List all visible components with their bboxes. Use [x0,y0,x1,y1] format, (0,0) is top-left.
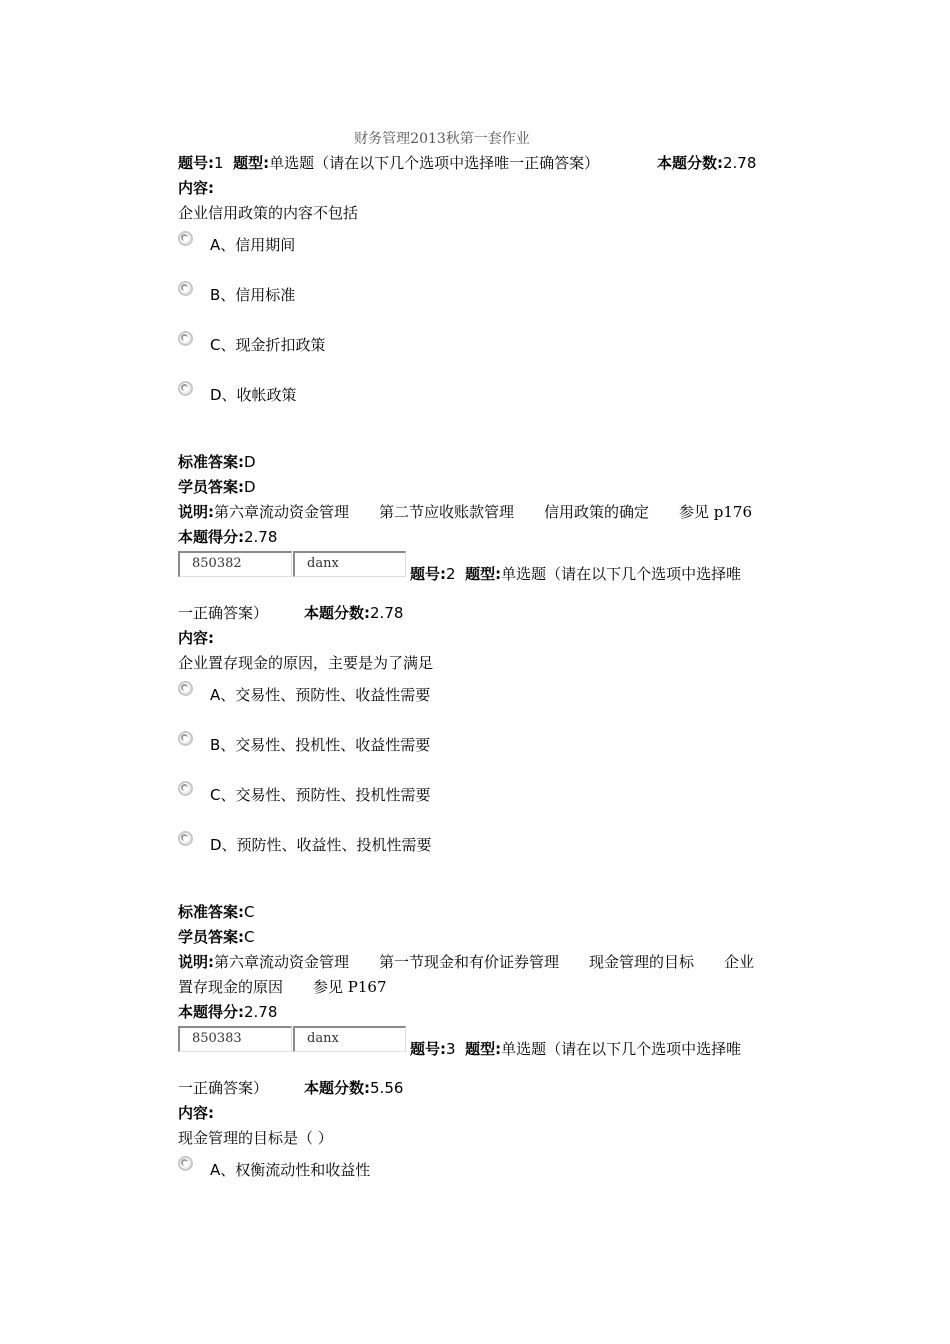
q2-option-a: A、交易性、预防性、收益性需要 [210,686,431,704]
document-title: 财务管理2013秋第一套作业 [354,131,530,147]
q2-option-d: D、预防性、收益性、投机性需要 [210,836,432,854]
q1-option-b-radio[interactable] [178,281,193,296]
q2-std-answer: 标准答案:C [178,903,255,921]
q1-option-a-radio[interactable] [178,231,193,246]
q1-stu-answer: 学员答案:D [178,478,256,496]
q1-type: 单选题（请在以下几个选项中选择唯一正确答案） [269,154,600,172]
q1-text: 企业信用政策的内容不包括 [178,204,359,222]
q2-option-a-radio[interactable] [178,681,193,696]
q2-option-d-radio[interactable] [178,831,193,846]
q1-option-b: B、信用标准 [210,286,296,304]
q1-option-c: C、现金折扣政策 [210,336,326,354]
q2-content-label: 内容: [178,629,214,647]
q1-option-d-radio[interactable] [178,381,193,396]
q1-explain: 说明:第六章流动资金管理 第二节应收账款管理 信用政策的确定 参见 p176 [178,503,753,521]
q2-text: 企业置存现金的原因，主要是为了满足 [178,654,434,672]
q1-type-code-field[interactable]: danx [293,551,406,577]
q2-option-c-radio[interactable] [178,781,193,796]
q2-option-b: B、交易性、投机性、收益性需要 [210,736,431,754]
q3-text: 现金管理的目标是（ ） [178,1129,333,1147]
q3-header: 题号:3 题型:单选题（请在以下几个选项中选择唯 [410,1040,742,1058]
q1-score: 本题分数:2.78 [657,154,757,172]
q3-header-cont: 一正确答案） 本题分数:5.56 [178,1079,404,1097]
q2-header: 题号:2 题型:单选题（请在以下几个选项中选择唯 [410,565,742,583]
q1-option-a: A、信用期间 [210,236,296,254]
q2-explain: 说明:第六章流动资金管理 第一节现金和有价证券管理 现金管理的目标 企业 [178,953,755,971]
q2-id-field[interactable]: 850383 [178,1026,292,1052]
q1-content-label: 内容: [178,179,214,197]
q1-got-score: 本题得分:2.78 [178,528,278,546]
q2-type: 单选题（请在以下几个选项中选择唯 [501,565,742,583]
q1-header: 题号:1 题型:单选题（请在以下几个选项中选择唯一正确答案） [178,154,600,172]
q2-stu-answer: 学员答案:C [178,928,255,946]
q2-option-b-radio[interactable] [178,731,193,746]
q2-explain-cont: 置存现金的原因 参见 P167 [178,978,387,996]
q1-id-field[interactable]: 850382 [178,551,292,577]
q1-std-answer: 标准答案:D [178,453,256,471]
q2-type-code-field[interactable]: danx [293,1026,406,1052]
q2-header-cont: 一正确答案） 本题分数:2.78 [178,604,404,622]
q1-option-d: D、收帐政策 [210,386,297,404]
q2-option-c: C、交易性、预防性、投机性需要 [210,786,431,804]
q2-got-score: 本题得分:2.78 [178,1003,278,1021]
q3-type: 单选题（请在以下几个选项中选择唯 [501,1040,742,1058]
q3-option-a: A、权衡流动性和收益性 [210,1161,371,1179]
q3-content-label: 内容: [178,1104,214,1122]
q1-option-c-radio[interactable] [178,331,193,346]
q3-option-a-radio[interactable] [178,1156,193,1171]
